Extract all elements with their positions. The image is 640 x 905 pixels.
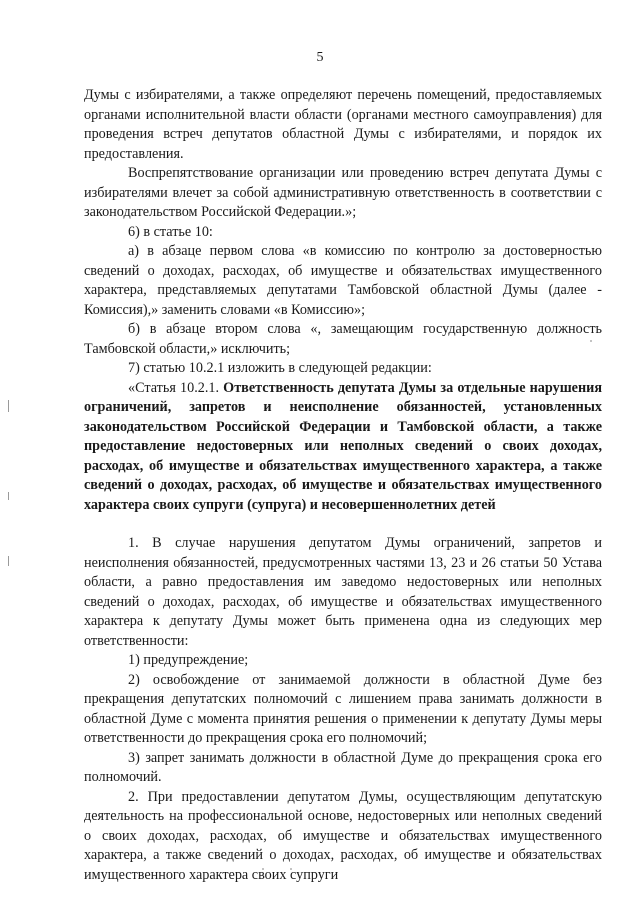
paragraph: 1. В случае нарушения депутатом Думы ограничений, запретов и неисполнения обязанностей, предусмотренных частями 13, 23 и 26 статьи 50 Устава области, а равно предоставления им заведомо недостоверных или неполных сведений о доходах, расходах, об имуществе и обязательствах имущественного характера к депутату Думы может быть применена одна из следующих мер ответственности:	[84, 535, 602, 649]
paragraph: 6) в статье 10:	[128, 223, 213, 240]
paragraph: 2. При предоставлении депутатом Думы, осуществляющим депутатскую деятельность на профессиональной основе, недостоверных или неполных сведений о своих доходах, расходах, об имуществе и обязательствах имущественного характера, а также сведений о доходах, расходах, об имуществе и обязательствах имущественного характера своих супруги	[84, 788, 602, 883]
page-number: 5	[316, 50, 324, 65]
paragraph: б) в абзаце втором слова «, замещающим государственную должность Тамбовской области,» исключить;	[84, 321, 602, 357]
paragraph: 1) предупреждение;	[128, 652, 249, 668]
article-prefix: «Статья 10.2.1.	[128, 379, 224, 396]
paragraph: а) в абзаце первом слова «в комиссию по контролю за достоверностью сведений о доходах, расходах, об имуществе и обязательствах имущественного характера, представляемых депутатами Тамбовской областной Думы (далее - Комиссия),» заменить словами «в Комиссию»;	[84, 243, 602, 318]
paragraph: Воспрепятствование организации или проведению встреч депутата Думы с избирателями влечет за собой административную ответственность в соответствии с законодательством Российской Федерации.»;	[84, 165, 602, 220]
scan-mark	[8, 492, 9, 500]
article-heading	[84, 379, 602, 516]
paragraph: 3) запрет занимать должности в областной Думе до прекращения срока его полномочий.	[84, 749, 602, 785]
scan-mark	[8, 556, 9, 566]
article-title: Ответственность депутата Думы за отдельные нарушения ограничений, запретов и неисполнение обязанностей, установленных законодательством Российской Федерации и Тамбовской области, а также предоставление недостоверных или неполных сведений о своих доходах, расходах, об имуществе и обязательствах имущественного характера, а также сведений о доходах, расходах, об имуществе и обязательствах имущественного характера своих супруги (супруга) и несовершеннолетних детей	[84, 379, 602, 513]
paragraph: Думы с избирателями, а также определяют перечень помещений, предоставляемых органами исполнительной власти области (органами местного самоуправления) для проведения встреч депутатов областной Думы с избирателями, и порядок их предоставления.	[84, 87, 602, 162]
paragraph: 7) статью 10.2.1 изложить в следующей редакции:	[128, 360, 432, 376]
paragraph: 2) освобождение от занимаемой должности в областной Думе без прекращения депутатских полномочий с лишением права занимать должности в областной Думе с момента принятия решения о применении к депутату Думы меры ответственности до прекращения срока его полномочий;	[84, 671, 602, 746]
scan-mark	[8, 400, 9, 412]
document-body	[84, 86, 602, 885]
